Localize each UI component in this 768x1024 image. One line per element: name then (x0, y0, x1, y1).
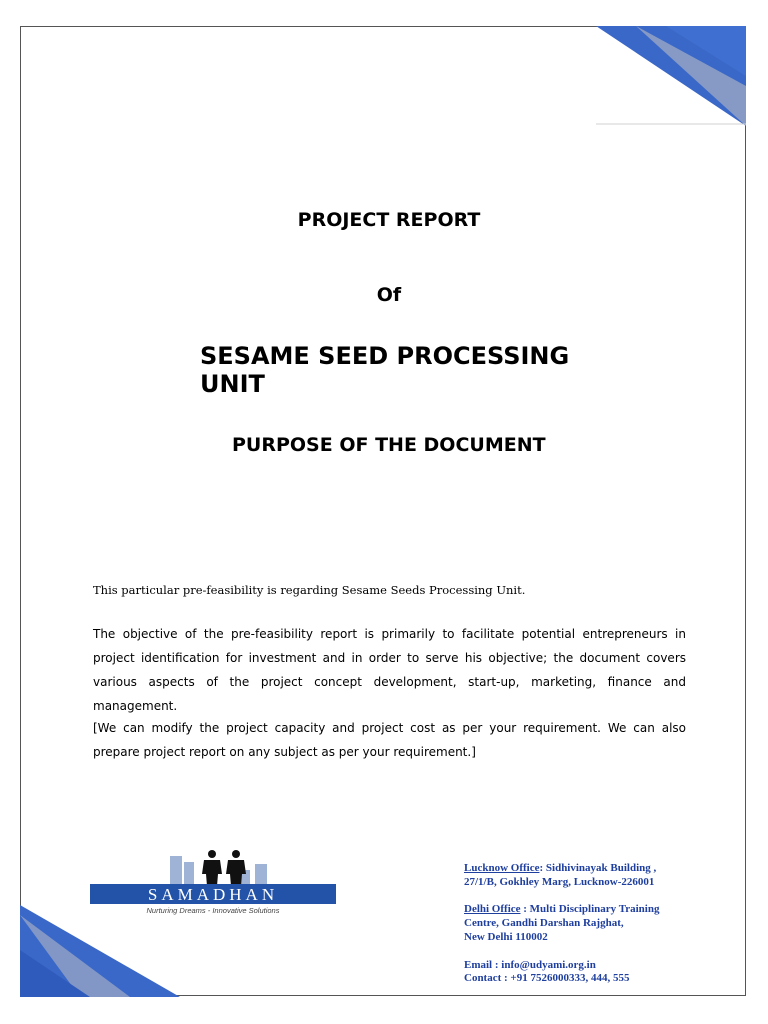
corner-decoration-top-right (596, 26, 746, 126)
logo-tagline: Nurturing Dreams - Innovative Solutions (146, 906, 280, 915)
delhi-office-line2: Centre, Gandhi Darshan Rajghat, (464, 917, 624, 930)
section-heading-purpose: PURPOSE OF THE DOCUMENT (232, 434, 546, 456)
contact-block (464, 862, 724, 986)
contact-phone: Contact : +91 7526000333, 444, 555 (464, 972, 630, 985)
paragraph-intro: This particular pre-feasibility is regarding Sesame Seeds Processing Unit. (93, 583, 526, 597)
title-sesame-seed-processing-unit: SESAME SEED PROCESSING UNIT (200, 342, 570, 398)
delhi-office-line1 (464, 903, 724, 917)
contact-email: Email : info@udyami.org.in (464, 958, 596, 971)
paragraph-objective: The objective of the pre-feasibility report is primarily to facilitate potential entrepreneurs in project identification for investment and in order to serve his objective; the document covers various aspects of the project concept development, start-up, marketing, finance and management. (93, 627, 686, 713)
lucknow-office-line2: 27/1/B, Gokhley Marg, Lucknow-226001 (464, 875, 655, 888)
title-project-report: PROJECT REPORT (297, 209, 481, 231)
logo-name: SAMADHAN (147, 885, 279, 904)
samadhan-logo (90, 846, 340, 916)
lucknow-office-line1 (464, 862, 724, 876)
lucknow-office-text: : Sidhivinayak Building , (539, 862, 657, 874)
lucknow-office-label: Lucknow Office (464, 862, 540, 874)
corner-decoration-bottom-left (20, 905, 180, 997)
delhi-office-label: Delhi Office (464, 903, 521, 916)
title-of: Of (376, 284, 402, 306)
paragraph-modify-note: [We can modify the project capacity and project cost as per your requirement. We can also prepare project report on any subject as per your requirement.] (93, 721, 686, 759)
delhi-office-text: : Multi Disciplinary Training (520, 903, 660, 916)
people-icon (202, 850, 246, 886)
delhi-office-line3: New Delhi 110002 (464, 930, 548, 943)
